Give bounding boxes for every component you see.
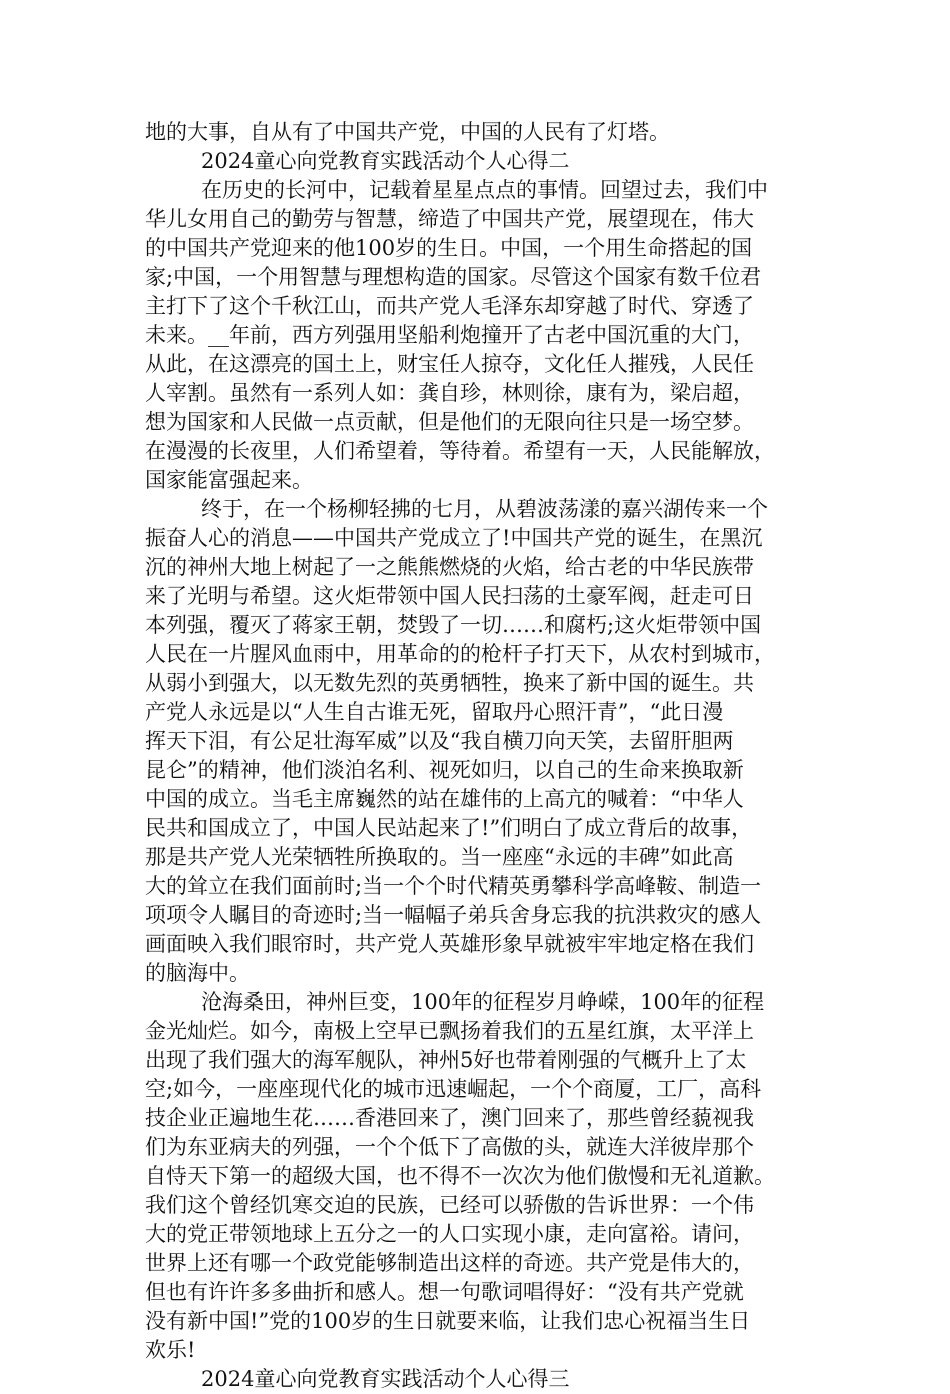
text-line: 民共和国成立了，中国人民站起来了!”们明白了成立背后的故事， <box>145 816 753 840</box>
text-line: 2024童心向党教育实践活动个人心得二 <box>201 149 570 173</box>
text-line: 们为东亚病夫的列强，一个个低下了高傲的头，就连大洋彼岸那个 <box>145 1135 754 1159</box>
text-line: 出现了我们强大的海军舰队，神州5好也带着刚强的气概升上了太 <box>145 1048 747 1072</box>
text-line: 大的耸立在我们面前时;当一个个时代精英勇攀科学高峰鞍、制造一 <box>145 874 762 898</box>
text-line: 人民在一片腥风血雨中，用革命的的枪杆子打天下，从农村到城市， <box>145 642 775 666</box>
text-line: 国家能富强起来。 <box>145 468 313 492</box>
text-line: 项项令人瞩目的奇迹时;当一幅幅子弟兵舍身忘我的抗洪救灾的感人 <box>145 903 762 927</box>
text-line: 昆仑”的精神，他们淡泊名利、视死如归，以自己的生命来换取新 <box>145 758 744 782</box>
text-line: 的脑海中。 <box>145 961 250 985</box>
text-line: 空;如今，一座座现代化的城市迅速崛起，一个个商厦，工厂，高科 <box>145 1077 762 1101</box>
text-line: 没有新中国!”党的100岁的生日就要来临，让我们忠心祝福当生日 <box>145 1309 751 1333</box>
text-line: 2024童心向党教育实践活动个人心得三 <box>201 1367 570 1391</box>
document-body <box>145 118 813 1394</box>
text-line: 大的党正带领地球上五分之一的人口实现小康，走向富裕。请问， <box>145 1222 754 1246</box>
text-line: 振奋人心的消息——中国共产党成立了!中国共产党的诞生，在黑沉 <box>145 526 763 550</box>
text-line: 未来。__年前，西方列强用坚船利炮撞开了古老中国沉重的大门， <box>145 323 754 347</box>
text-line: 画面映入我们眼帘时，共产党人英雄形象早就被牢牢地定格在我们 <box>145 932 754 956</box>
text-line: 但也有许许多多曲折和感人。想一句歌词唱得好：“没有共产党就 <box>145 1280 744 1304</box>
text-line: 主打下了这个千秋江山，而共产党人毛泽东却穿越了时代、穿透了 <box>145 294 754 318</box>
text-line: 技企业正遍地生花……香港回来了，澳门回来了，那些曾经藐视我 <box>145 1106 754 1130</box>
text-line: 家;中国，一个用智慧与理想构造的国家。尽管这个国家有数千位君 <box>145 265 762 289</box>
text-line: 在漫漫的长夜里，人们希望着，等待着。希望有一天，人民能解放， <box>145 439 775 463</box>
text-line: 在历史的长河中，记载着星星点点的事情。回望过去，我们中 <box>201 178 768 202</box>
text-line: 终于，在一个杨柳轻拂的七月，从碧波荡漾的嘉兴湖传来一个 <box>201 497 768 521</box>
text-line: 那是共产党人光荣牺牲所换取的。当一座座“永远的丰碑”如此高 <box>145 845 734 869</box>
text-line: 中国的成立。当毛主席巍然的站在雄伟的上高亢的喊着：“中华人 <box>145 787 744 811</box>
text-line: 从此，在这漂亮的国土上，财宝任人掠夺，文化任人摧残，人民任 <box>145 352 754 376</box>
text-line: 想为国家和人民做一点贡献，但是他们的无限向往只是一场空梦。 <box>145 410 754 434</box>
text-line: 世界上还有哪一个政党能够制造出这样的奇迹。共产党是伟大的， <box>145 1251 754 1275</box>
text-line: 金光灿烂。如今，南极上空早已飘扬着我们的五星红旗，太平洋上 <box>145 1019 754 1043</box>
text-line: 欢乐! <box>145 1338 196 1362</box>
text-line: 本列强，覆灭了蒋家王朝，焚毁了一切……和腐朽;这火炬带领中国 <box>145 613 762 637</box>
text-line: 挥天下泪，有公足壮海军威”以及“我自横刀向天笑，去留肝胆两 <box>145 729 734 753</box>
text-line: 的中国共产党迎来的他100岁的生日。中国，一个用生命搭起的国 <box>145 236 753 260</box>
text-line: 沉的神州大地上树起了一之熊熊燃烧的火焰，给古老的中华民族带 <box>145 555 754 579</box>
text-line: 我们这个曾经饥寒交迫的民族，已经可以骄傲的告诉世界：一个伟 <box>145 1193 754 1217</box>
text-line: 地的大事，自从有了中国共产党，中国的人民有了灯塔。 <box>145 120 670 144</box>
text-line: 华儿女用自己的勤劳与智慧，缔造了中国共产党，展望现在，伟大 <box>145 207 754 231</box>
text-line: 自恃天下第一的超级大国，也不得不一次次为他们傲慢和无礼道歉。 <box>145 1164 775 1188</box>
text-line: 人宰割。虽然有一系列人如：龚自珍，林则徐，康有为，梁启超， <box>145 381 754 405</box>
text-line: 从弱小到强大，以无数先烈的英勇牺牲，换来了新中国的诞生。共 <box>145 671 754 695</box>
text-line: 产党人永远是以“人生自古谁无死，留取丹心照汗青”，“此日漫 <box>145 700 724 724</box>
text-line: 沧海桑田，神州巨变，100年的征程岁月峥嵘，100年的征程 <box>201 990 765 1014</box>
text-line: 来了光明与希望。这火炬带领中国人民扫荡的土豪军阀，赶走可日 <box>145 584 754 608</box>
